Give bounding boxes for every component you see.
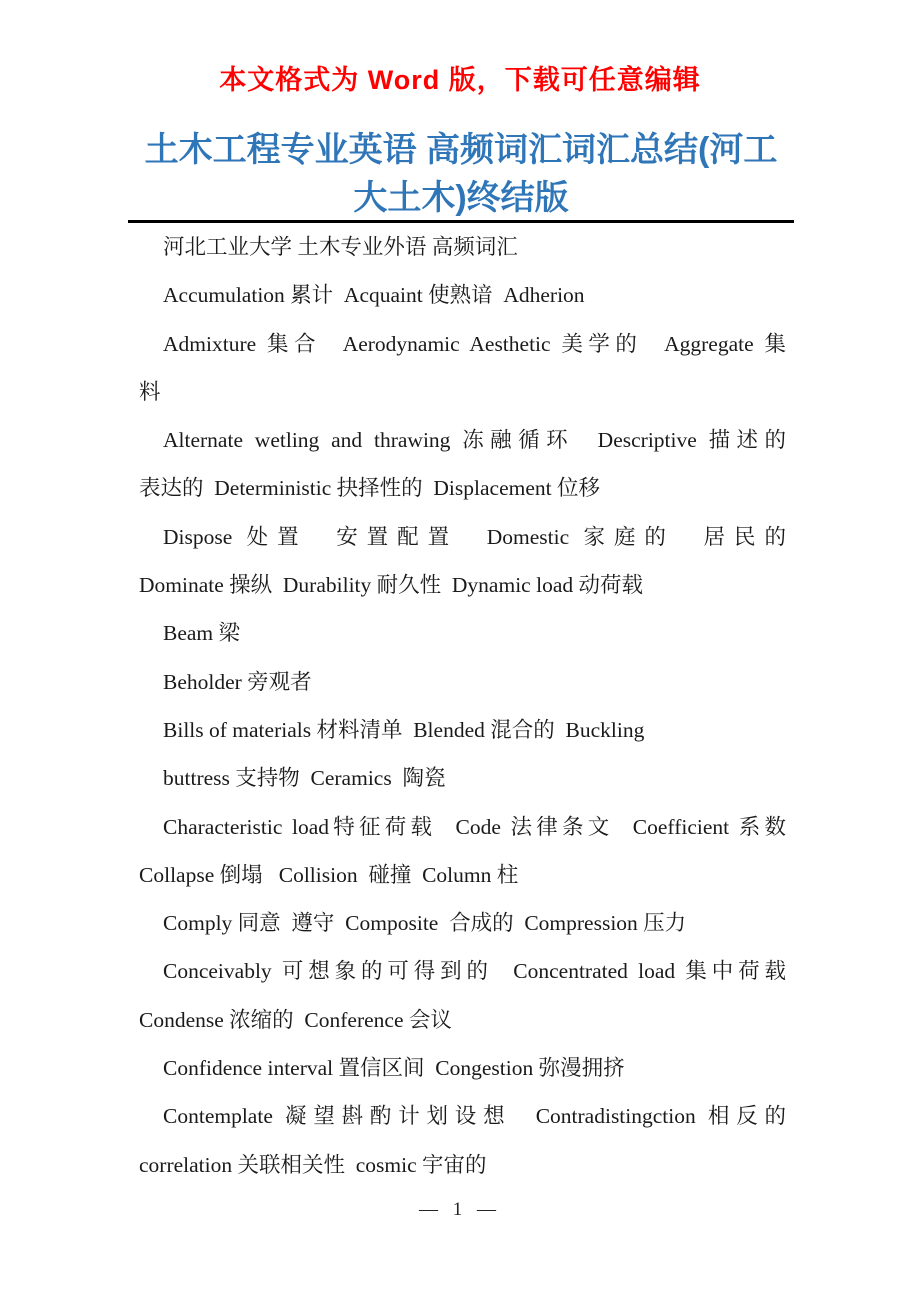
body-line: 表达的 Deterministic 抉择性的 Displacement 位移 [139,476,600,501]
body-line: Characteristic load特征荷载 Code 法律条文 Coefficient 系数 [163,814,786,839]
body-line: Accumulation 累计 Acquaint 使熟谙 Adherion [163,283,585,308]
body-line: Dispose 处置 安置配置 Domestic 家庭的 居民的 [163,524,786,549]
body-line: Bills of materials 材料清单 Blended 混合的 Buckling [163,717,645,742]
body-line: Comply 同意 遵守 Composite 合成的 Compression 压力 [163,911,687,936]
document-title [128,126,794,222]
page-number: — 1 — [419,1199,501,1220]
body-line: 料 [139,379,161,404]
body-line: Condense 浓缩的 Conference 会议 [139,1007,452,1032]
document-title-line-2: 大土木)终结版 [353,179,569,217]
body-line: Alternate wetling and thrawing 冻融循环 Descriptive 描述的 [163,428,786,453]
document-title-line-1: 土木工程专业英语 高频词汇词汇总结(河工 [144,131,778,169]
body-lines [139,223,786,1189]
body-line: buttress 支持物 Ceramics 陶瓷 [163,766,446,791]
body-line: correlation 关联相关性 cosmic 宇宙的 [139,1152,487,1177]
body-line: Beam 梁 [163,621,241,646]
body-line: Confidence interval 置信区间 Congestion 弥漫拥挤 [163,1056,625,1081]
body-line: Contemplate 凝望斟酌计划设想 Contradistingction 相反的 [163,1104,786,1129]
body-line: Dominate 操纵 Durability 耐久性 Dynamic load 动荷载 [139,573,643,598]
body-line: Beholder 旁观者 [163,669,312,694]
body-line: Conceivably 可想象的可得到的 Concentrated load 集中荷载 [163,959,786,984]
format-notice: 本文格式为 Word 版，下载可任意编辑 [219,65,701,95]
body-line: Admixture 集合 Aerodynamic Aesthetic 美学的 Aggregate 集 [163,331,786,356]
body-line: Collapse 倒塌 Collision 碰撞 Column 柱 [139,862,519,887]
body-line: 河北工业大学 土木专业外语 高频词汇 [163,235,518,259]
